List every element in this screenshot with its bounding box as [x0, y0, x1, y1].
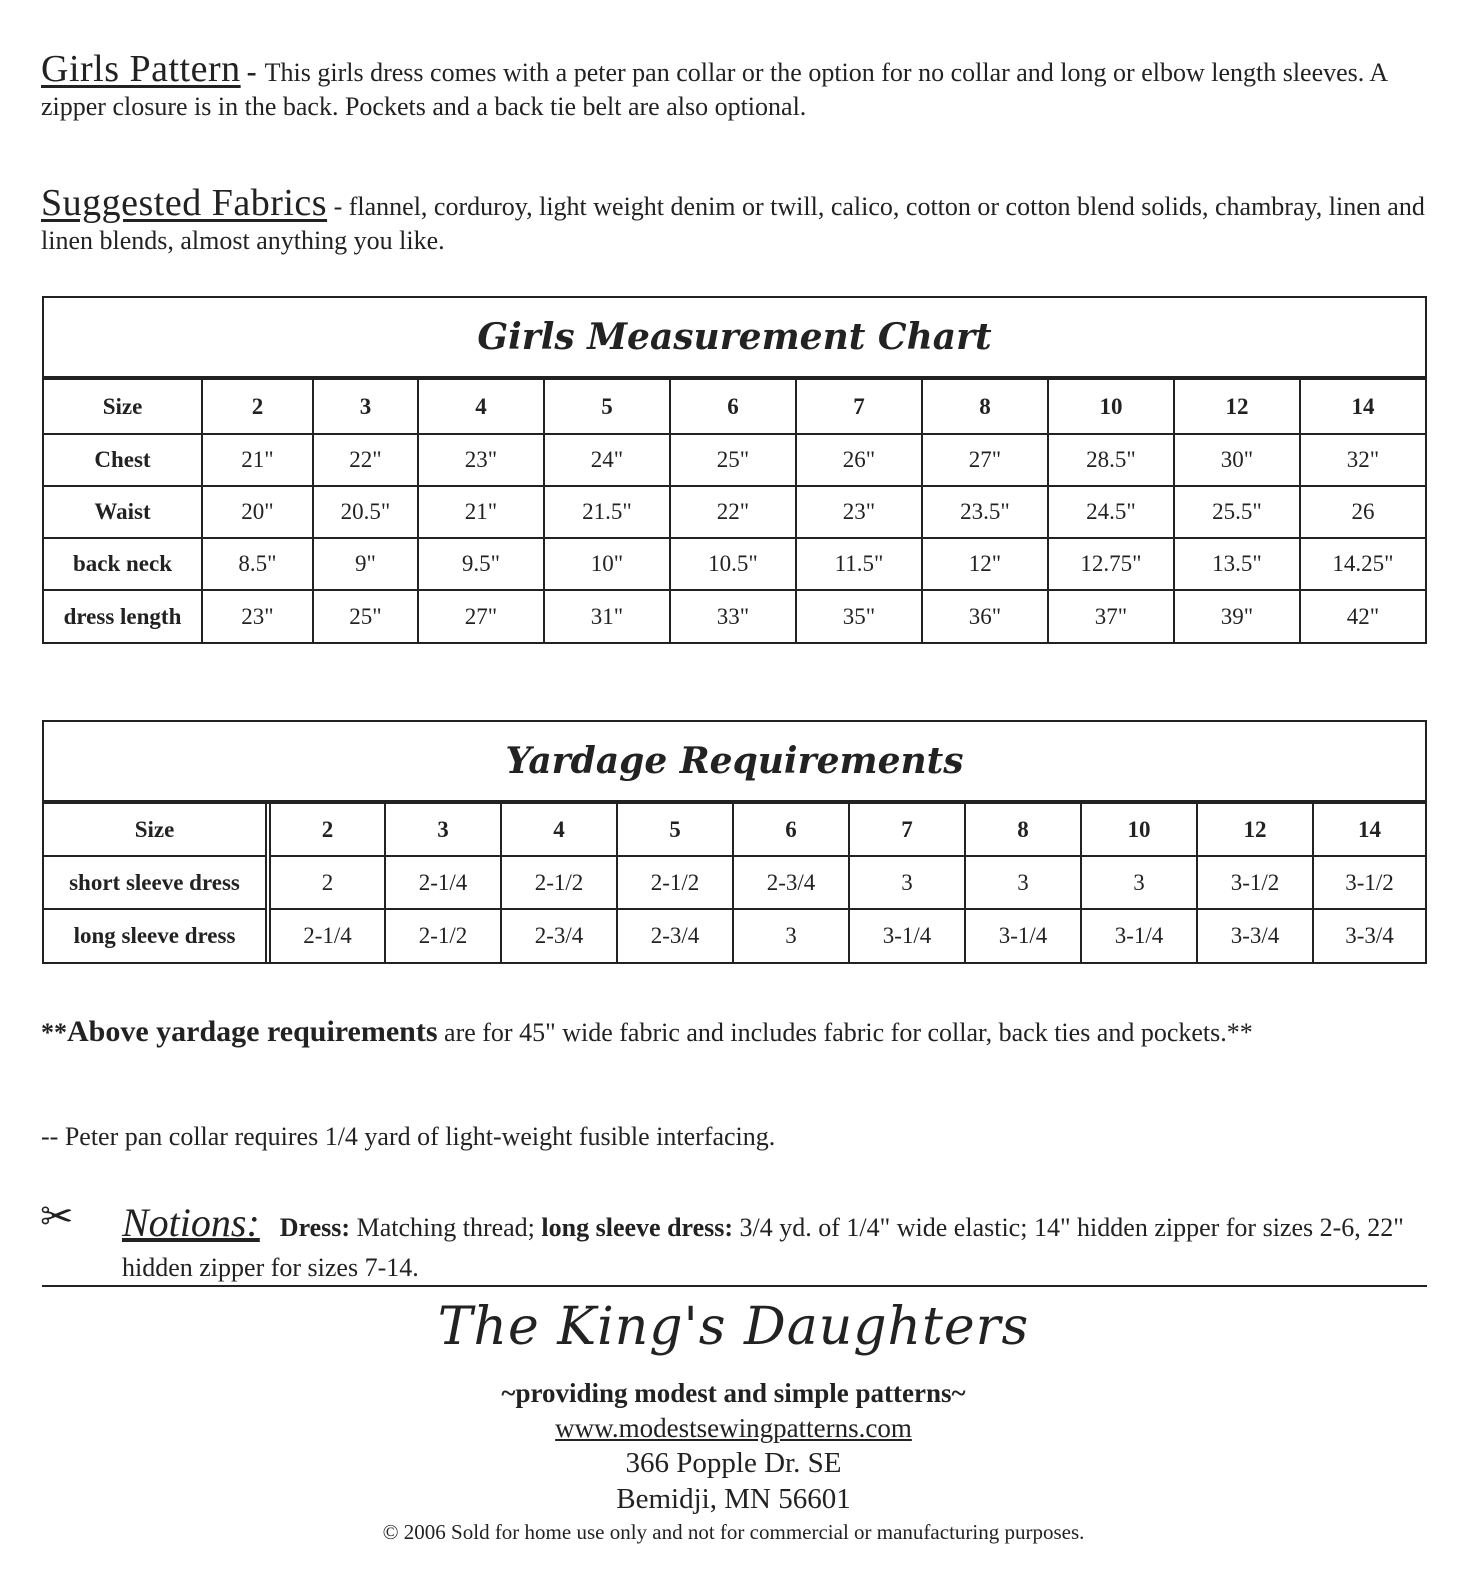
table-cell: 3	[733, 909, 849, 962]
header-cell: 5	[544, 380, 670, 434]
table-cell: 26	[1300, 486, 1425, 538]
yardage-note-text: are for 45" wide fabric and includes fabric for collar, back ties and pockets.**	[437, 1018, 1253, 1047]
row-label: back neck	[44, 538, 202, 590]
header-cell: 12	[1197, 804, 1313, 856]
table-cell: 9.5"	[418, 538, 544, 590]
header-cell: 3	[385, 804, 501, 856]
table-cell: 27"	[922, 434, 1048, 486]
pattern-description	[41, 48, 1431, 124]
table-cell: 24.5"	[1048, 486, 1174, 538]
table-cell: 28.5"	[1048, 434, 1174, 486]
table-cell: 2	[268, 856, 385, 909]
table-cell: 37"	[1048, 590, 1174, 642]
address-line1: 366 Popple Dr. SE	[625, 1447, 842, 1479]
measurement-chart	[42, 296, 1427, 644]
measurement-chart-title: Girls Measurement Chart	[44, 298, 1425, 380]
website-link[interactable]: www.modestsewingpatterns.com	[555, 1413, 912, 1443]
pattern-dash: -	[246, 55, 257, 88]
table-cell: 8.5"	[202, 538, 313, 590]
table-row	[44, 434, 1425, 486]
notions-long-text: 3/4 yd. of 1/4" wide elastic; 14" hidden zipper for sizes 2-6, 22" hidden zipper for sizes 7-14.	[122, 1213, 1404, 1282]
table-cell: 26"	[796, 434, 922, 486]
table-cell: 3-1/4	[965, 909, 1081, 962]
header-cell: 14	[1313, 804, 1425, 856]
table-cell: 22"	[313, 434, 418, 486]
footer-divider	[42, 1285, 1427, 1287]
table-cell: 24"	[544, 434, 670, 486]
table-cell: 33"	[670, 590, 796, 642]
yardage-note-bold: Above yardage requirements	[67, 1015, 438, 1048]
table-cell: 35"	[796, 590, 922, 642]
yardage-table	[44, 804, 1425, 962]
table-cell: 3-1/4	[1081, 909, 1197, 962]
table-cell: 2-3/4	[617, 909, 733, 962]
table-cell: 3-3/4	[1197, 909, 1313, 962]
table-cell: 2-1/2	[501, 856, 617, 909]
notions-section	[40, 1194, 1430, 1288]
table-cell: 2-1/4	[385, 856, 501, 909]
notions-long-label: long sleeve dress:	[541, 1213, 734, 1242]
table-cell: 23.5"	[922, 486, 1048, 538]
table-cell: 2-3/4	[733, 856, 849, 909]
fabrics-heading: Suggested Fabrics	[41, 182, 328, 224]
header-cell: 8	[922, 380, 1048, 434]
table-cell: 3-1/2	[1197, 856, 1313, 909]
header-cell: 8	[965, 804, 1081, 856]
fabrics-description	[41, 182, 1431, 258]
table-cell: 21"	[418, 486, 544, 538]
header-cell: 12	[1174, 380, 1300, 434]
header-cell: Size	[44, 804, 268, 856]
table-cell: 21"	[202, 434, 313, 486]
measurement-table	[44, 380, 1425, 642]
table-cell: 25.5"	[1174, 486, 1300, 538]
table-cell: 9"	[313, 538, 418, 590]
header-cell: 3	[313, 380, 418, 434]
copyright: © 2006 Sold for home use only and not for commercial or manufacturing purposes.	[382, 1520, 1085, 1544]
table-cell: 32"	[1300, 434, 1425, 486]
address-line2: Bemidji, MN 56601	[616, 1483, 851, 1515]
table-cell: 23"	[796, 486, 922, 538]
table-cell: 3-3/4	[1313, 909, 1425, 962]
table-cell: 23"	[202, 590, 313, 642]
yardage-chart-title: Yardage Requirements	[44, 722, 1425, 804]
table-cell: 14.25"	[1300, 538, 1425, 590]
yardage-note-prefix: **	[41, 1018, 67, 1047]
notions-dress-text: Matching thread;	[350, 1213, 542, 1242]
table-cell: 3	[849, 856, 965, 909]
table-cell: 31"	[544, 590, 670, 642]
table-cell: 25"	[313, 590, 418, 642]
collar-note: -- Peter pan collar requires 1/4 yard of light-weight fusible interfacing.	[41, 1122, 776, 1151]
table-cell: 20.5"	[313, 486, 418, 538]
table-cell: 11.5"	[796, 538, 922, 590]
table-cell: 23"	[418, 434, 544, 486]
header-cell: 7	[849, 804, 965, 856]
table-row	[44, 909, 1425, 962]
table-cell: 2-3/4	[501, 909, 617, 962]
table-cell: 13.5"	[1174, 538, 1300, 590]
table-cell: 3	[965, 856, 1081, 909]
tagline: ~providing modest and simple patterns~	[501, 1378, 966, 1408]
table-cell: 22"	[670, 486, 796, 538]
table-cell: 3	[1081, 856, 1197, 909]
table-cell: 2-1/2	[385, 909, 501, 962]
table-cell: 12.75"	[1048, 538, 1174, 590]
header-cell: 6	[733, 804, 849, 856]
fabrics-text: - flannel, corduroy, light weight denim or twill, calico, cotton or cotton blend solids, chambray, linen and linen blends, almost anything you like.	[41, 192, 1425, 255]
header-cell: 10	[1081, 804, 1197, 856]
row-label: dress length	[44, 590, 202, 642]
table-cell: 10"	[544, 538, 670, 590]
table-cell: 3-1/2	[1313, 856, 1425, 909]
table-cell: 39"	[1174, 590, 1300, 642]
row-label: long sleeve dress	[44, 909, 268, 962]
yardage-note	[41, 1012, 1431, 1053]
header-cell: 10	[1048, 380, 1174, 434]
row-label: Chest	[44, 434, 202, 486]
table-row	[44, 486, 1425, 538]
scissors-icon: ✂	[40, 1194, 74, 1239]
table-cell: 2-1/4	[268, 909, 385, 962]
row-label: Waist	[44, 486, 202, 538]
table-cell: 21.5"	[544, 486, 670, 538]
table-cell: 2-1/2	[617, 856, 733, 909]
notions-dress-label: Dress:	[279, 1213, 351, 1242]
pattern-heading: Girls Pattern	[41, 48, 241, 90]
table-cell: 36"	[922, 590, 1048, 642]
table-cell: 42"	[1300, 590, 1425, 642]
header-cell: 14	[1300, 380, 1425, 434]
brand-logo: The King's Daughters	[437, 1297, 1030, 1357]
notions-body	[122, 1200, 1430, 1288]
header-cell: 2	[202, 380, 313, 434]
table-cell: 30"	[1174, 434, 1300, 486]
header-cell: 4	[418, 380, 544, 434]
header-cell: 2	[268, 804, 385, 856]
yardage-header-row	[44, 804, 1425, 856]
pattern-text: This girls dress comes with a peter pan collar or the option for no collar and long or elbow length sleeves. A zipper closure is in the back. Pockets and a back tie belt are also optional.	[41, 58, 1387, 121]
table-row	[44, 538, 1425, 590]
header-cell: Size	[44, 380, 202, 434]
table-cell: 20"	[202, 486, 313, 538]
table-cell: 27"	[418, 590, 544, 642]
row-label: short sleeve dress	[44, 856, 268, 909]
table-cell: 10.5"	[670, 538, 796, 590]
measurement-header-row	[44, 380, 1425, 434]
table-cell: 12"	[922, 538, 1048, 590]
table-row	[44, 856, 1425, 909]
table-cell: 3-1/4	[849, 909, 965, 962]
header-cell: 4	[501, 804, 617, 856]
notions-label: Notions:	[122, 1200, 260, 1245]
yardage-chart	[42, 720, 1427, 964]
header-cell: 6	[670, 380, 796, 434]
table-row	[44, 590, 1425, 642]
header-cell: 5	[617, 804, 733, 856]
table-cell: 25"	[670, 434, 796, 486]
header-cell: 7	[796, 380, 922, 434]
